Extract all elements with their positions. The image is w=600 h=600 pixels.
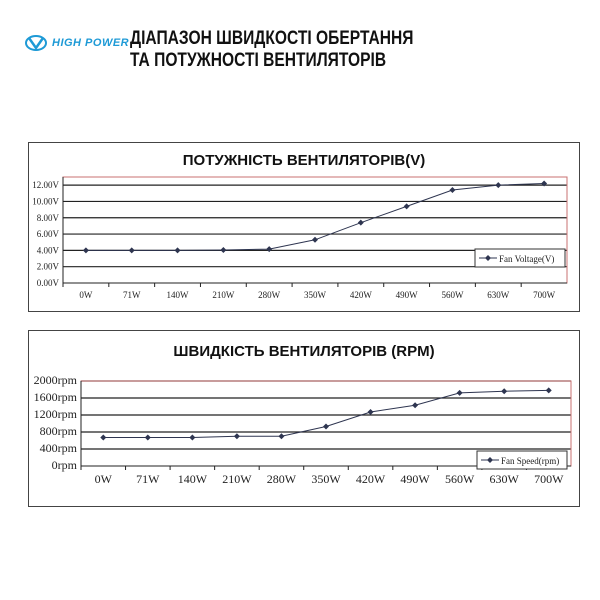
title-line-2: ТА ПОТУЖНОСТІ ВЕНТИЛЯТОРІВ	[130, 50, 387, 71]
y-tick-label: 0.00V	[36, 278, 59, 288]
y-tick-label: 0rpm	[51, 458, 77, 472]
y-tick-label: 800rpm	[39, 424, 77, 438]
data-point	[129, 247, 135, 253]
y-tick-label: 10.00V	[32, 196, 59, 207]
data-point	[145, 435, 151, 441]
x-tick-label: 0W	[79, 290, 93, 300]
x-tick-label: 140W	[166, 290, 189, 300]
data-point	[412, 402, 418, 408]
data-point	[449, 187, 455, 193]
logo-text: HIGH POWER	[52, 37, 130, 49]
x-tick-label: 350W	[311, 472, 341, 486]
page-title	[130, 28, 413, 72]
data-point	[501, 388, 507, 394]
data-point	[266, 246, 272, 252]
y-tick-label: 6.00V	[36, 229, 59, 240]
data-point	[175, 247, 181, 253]
x-tick-label: 630W	[487, 290, 510, 300]
x-tick-label: 420W	[349, 290, 372, 300]
data-point	[323, 423, 329, 429]
logo-icon	[24, 34, 48, 52]
voltage-chart-panel	[28, 142, 580, 312]
x-tick-label: 280W	[258, 290, 281, 300]
x-tick-label: 0W	[94, 472, 112, 486]
y-tick-label: 2.00V	[36, 261, 59, 272]
data-point	[404, 203, 410, 209]
speed-chart	[29, 331, 579, 506]
x-tick-label: 630W	[489, 472, 519, 486]
x-tick-label: 71W	[136, 472, 160, 486]
data-point	[100, 435, 106, 441]
x-tick-label: 420W	[355, 472, 386, 486]
x-tick-label: 350W	[304, 290, 326, 300]
x-tick-label: 71W	[122, 290, 141, 300]
logo	[24, 34, 129, 52]
y-tick-label: 8.00V	[36, 212, 59, 223]
x-tick-label: 560W	[441, 290, 464, 300]
y-tick-label: 1200rpm	[33, 407, 77, 421]
title-line-1: ДІАПАЗОН ШВИДКОСТІ ОБЕРТАННЯ	[130, 28, 414, 49]
chart-title: ШВИДКІСТЬ ВЕНТИЛЯТОРІВ (RPM)	[173, 343, 435, 360]
speed-chart-panel	[28, 330, 580, 507]
data-point	[189, 435, 195, 441]
x-tick-label: 490W	[395, 290, 418, 300]
x-tick-label: 280W	[266, 472, 297, 486]
legend-label: Fan Speed(rpm)	[501, 456, 560, 466]
data-point	[358, 220, 364, 226]
voltage-chart	[29, 143, 579, 311]
x-tick-label: 700W	[534, 472, 564, 486]
y-tick-label: 12.00V	[32, 180, 59, 191]
data-point	[83, 247, 89, 253]
data-point	[457, 390, 463, 396]
y-tick-label: 4.00V	[36, 245, 59, 256]
data-point	[312, 237, 318, 243]
x-tick-label: 210W	[222, 472, 252, 486]
data-point	[220, 247, 226, 253]
x-tick-label: 210W	[212, 290, 235, 300]
y-tick-label: 2000rpm	[33, 373, 77, 387]
y-tick-label: 400rpm	[39, 441, 77, 455]
x-tick-label: 140W	[177, 472, 208, 486]
data-point	[278, 433, 284, 439]
x-tick-label: 490W	[400, 472, 430, 486]
data-point	[495, 182, 501, 188]
data-point	[546, 387, 552, 393]
chart-title: ПОТУЖНІСТЬ ВЕНТИЛЯТОРІВ(V)	[182, 152, 426, 169]
x-tick-label: 700W	[533, 290, 556, 300]
data-point	[368, 409, 374, 415]
data-point	[234, 433, 240, 439]
x-tick-label: 560W	[444, 472, 475, 486]
y-tick-label: 1600rpm	[33, 390, 77, 404]
legend-label: Fan Voltage(V)	[499, 254, 555, 264]
